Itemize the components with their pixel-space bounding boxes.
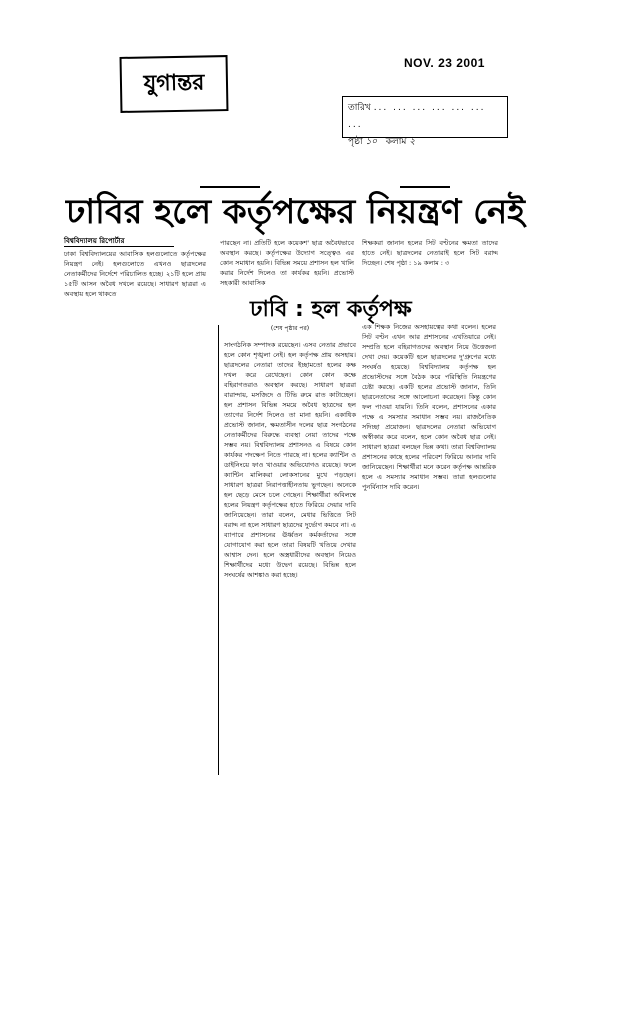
ref-column-value: ২ [409,137,416,147]
newspaper-name-stamp [120,55,229,113]
ref-page-label: পৃষ্ঠা [348,137,363,147]
ref-date-label: তারিখ [348,103,371,113]
lead-column-3 [362,238,498,292]
lead-text: শিক্ষকরা জানান হলের সিট বণ্টনের ক্ষমতা তাদের হাতে নেই। ছাত্রদলের নেতারাই হলে সিট বরাদ্দ দিচ্ছেন। শেষ পৃষ্ঠা : ১৯ কলাম : ৩ [362,239,498,267]
ref-date-dots: ... ... ... ... ... ... ... [348,103,486,130]
subheadline: ঢাবি : হল কর্তৃপক্ষ [250,297,412,322]
divider [200,186,260,188]
body-text: সাংগঠনিক সম্পাদক রয়েছেন। এসব নেতার প্রভাবে হলে কোন শৃঙ্খলা নেই। হল কর্তৃপক্ষ প্রায় অসহায়। ছাত্রদলের নেতারা তাদের ইচ্ছামতো হলের কক্ষ দখল করে রেখেছেন। কোন কোন কক্ষে বহিরাগতরাও অবস্থান করছে। সাধারণ ছাত্ররা বারান্দায়, মসজিদে ও টিভি রুমে রাত কাটাচ্ছেন। হল প্রশাসন বিভিন্ন সময়ে অবৈধ ছাত্রদের হল ত্যাগের নির্দেশ দিলেও তা মানা হয়নি। একাধিক প্রভোস্ট জানান, ক্ষমতাসীন দলের ছাত্র সংগঠনের নেতাকর্মীদের বিরুদ্ধে ব্যবস্থা নেয়া তাদের পক্ষে সম্ভব নয়। বিশ্ববিদ্যালয় প্রশাসনও এ বিষয়ে কোন কার্যকর পদক্ষেপ নিতে পারছে না। হলের ক্যান্টিন ও ডাইনিংয়ে ফাও খাওয়ার অভিযোগও রয়েছে। ফলে ক্যান্টিন মালিকরা লোকসানের মুখে পড়ছেন। সাধারণ ছাত্ররা নিরাপত্তাহীনতায় ভুগছেন। অনেকে হল ছেড়ে মেসে চলে গেছেন। শিক্ষার্থীরা অবিলম্বে হলের নিয়ন্ত্রণ কর্তৃপক্ষের হাতে ফিরিয়ে দেয়ার দাবি জানিয়েছেন। তারা বলেন, মেধার ভিত্তিতে সিট বরাদ্দ না হলে সাধারণ ছাত্রদের দুর্ভোগ কমবে না। এ ব্যাপারে প্রশাসনের ঊর্ধ্বতন কর্মকর্তাদের সঙ্গে যোগাযোগ করা হলে তারা বিষয়টি খতিয়ে দেখার আশ্বাস দেন। হলে অস্ত্রধারীদের অবস্থান নিয়েও শিক্ষার্থীদের মধ্যে উদ্বেগ রয়েছে। বিভিন্ন হলে সংঘর্ষের আশঙ্কাও করা হচ্ছে। [224,341,356,579]
divider [400,186,450,188]
body-column-right [362,322,496,622]
lead-text: ঢাকা বিশ্ববিদ্যালয়ের আবাসিক হলগুলোতে কর্তৃপক্ষের নিয়ন্ত্রণ নেই। হলগুলোতে এখনও ছাত্রদলের নেতাকর্মীদের নির্দেশে পরিচালিত হচ্ছে। ২১টি হলে প্রায় ১৫টি আসন অবৈধ দখলে রয়েছে। সাধারণ ছাত্ররা এ অবস্থায় হলে থাকতে [64,250,206,298]
ref-page-row [348,134,502,151]
continued-note: (শেষ পৃষ্ঠার পর) [270,325,310,332]
lead-column-2 [220,238,354,292]
lead-text: পারছেন না। প্রতিটি হলে কয়েকশ' ছাত্র অবৈধভাবে অবস্থান করছে। কর্তৃপক্ষের উদ্যোগ সত্ত্বেও এর কোন সমাধান হয়নি। বিভিন্ন সময়ে প্রশাসন হল খালি করার নির্দেশ দিলেও তা কার্যকর হয়নি। প্রভোস্ট সহকারী আবাসিক [220,239,354,287]
ref-column-label: কলাম [385,137,407,147]
lead-column-1 [64,236,206,298]
ref-page-value: ১০ [365,137,378,147]
body-text: এক শিক্ষক নিজের অসহায়ত্বের কথা বলেন। হলের সিট বণ্টন এখন আর প্রশাসনের এখতিয়ারে নেই। সম্প্রতি হলে বহিরাগতদের অবস্থান নিয়ে উত্তেজনা দেখা দেয়। কয়েকটি হলে ছাত্রদলের দু'গ্রুপের মধ্যে সংঘর্ষও হয়েছে। বিশ্ববিদ্যালয় কর্তৃপক্ষ হল প্রভোস্টদের সঙ্গে বৈঠক করে পরিস্থিতি নিয়ন্ত্রণের চেষ্টা করছে। একটি হলের প্রভোস্ট জানান, তিনি ছাত্রনেতাদের সঙ্গে আলোচনা করেছেন। কিন্তু কোন ফল পাওয়া যায়নি। তিনি বলেন, প্রশাসনের একার পক্ষে এ সমস্যার সমাধান সম্ভব নয়। রাজনৈতিক সদিচ্ছা প্রয়োজন। ছাত্রদলের নেতারা অভিযোগ অস্বীকার করে বলেন, হলে কোন অবৈধ ছাত্র নেই। সাধারণ ছাত্ররা বলছেন ভিন্ন কথা। তারা বিশ্ববিদ্যালয় প্রশাসনের কাছে হলের পরিবেশ ফিরিয়ে আনার দাবি জানিয়েছেন। শিক্ষার্থীরা মনে করেন কর্তৃপক্ষ আন্তরিক হলে এ সমস্যার সমাধান সম্ভব। তারা হলগুলোর পুনর্বিন্যাস দাবি করেন। [362,323,496,491]
ref-date-row [348,100,502,134]
byline: বিশ্ববিদ্যালয় রিপোর্টার [64,236,174,247]
stamp-label: যুগান্তর [143,69,205,97]
column-rule [218,325,219,775]
headline: ঢাবির হলে কর্তৃপক্ষের নিয়ন্ত্রণ নেই [66,192,525,232]
reference-box [342,96,508,147]
date-stamp: NOV. 23 2001 [404,56,485,70]
body-column-left [224,324,356,774]
